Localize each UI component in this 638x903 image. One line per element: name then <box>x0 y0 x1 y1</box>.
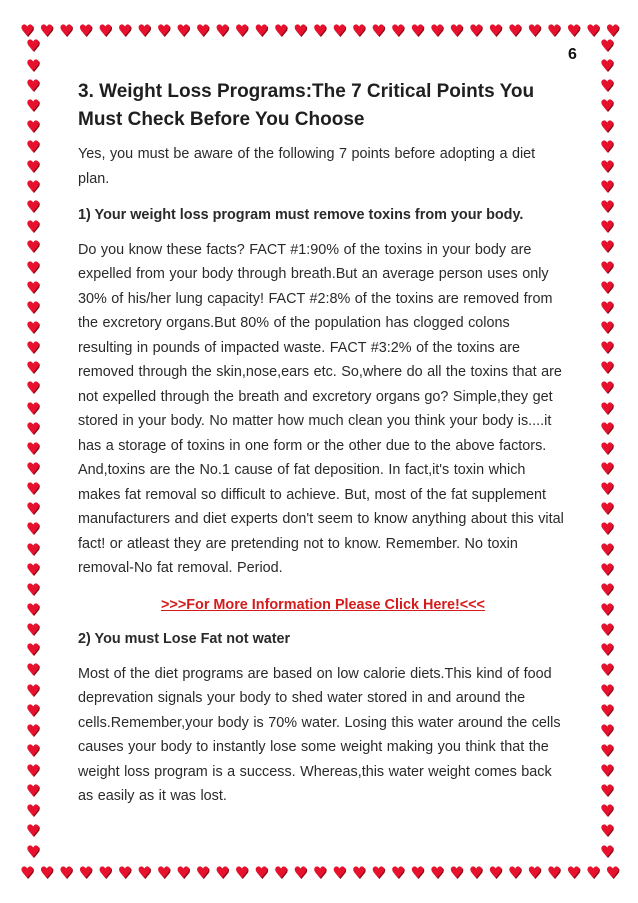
heart-border-top <box>20 20 620 42</box>
heart-icon: ♥ <box>234 21 250 40</box>
heart-icon: ♥ <box>25 660 41 680</box>
heart-icon: ♥ <box>25 479 41 499</box>
heart-icon: ♥ <box>599 197 615 217</box>
heart-icon: ♥ <box>156 863 171 882</box>
heart-icon: ♥ <box>599 781 615 801</box>
heart-icon: ♥ <box>599 217 615 237</box>
info-link-line <box>78 593 568 618</box>
heart-icon: ♥ <box>429 21 445 40</box>
heart-border-left <box>22 38 44 860</box>
heart-icon: ♥ <box>20 863 35 882</box>
heart-icon: ♥ <box>25 317 41 337</box>
heart-icon: ♥ <box>599 801 615 821</box>
heart-icon: ♥ <box>585 21 601 40</box>
heart-icon: ♥ <box>605 21 620 40</box>
heart-icon: ♥ <box>599 257 615 277</box>
heart-icon: ♥ <box>599 358 615 378</box>
heart-icon: ♥ <box>566 863 581 882</box>
heart-icon: ♥ <box>25 176 41 196</box>
heart-icon: ♥ <box>599 700 615 720</box>
heart-icon: ♥ <box>599 559 615 579</box>
heart-icon: ♥ <box>599 418 615 438</box>
heart-icon: ♥ <box>390 21 406 40</box>
heart-icon: ♥ <box>117 21 132 40</box>
heart-icon: ♥ <box>25 257 41 277</box>
heart-icon: ♥ <box>25 76 41 96</box>
heart-icon: ♥ <box>25 579 41 599</box>
heart-icon: ♥ <box>599 338 615 358</box>
heart-icon: ♥ <box>25 197 41 217</box>
heart-icon: ♥ <box>25 217 41 237</box>
heart-icon: ♥ <box>78 21 93 40</box>
heart-icon: ♥ <box>25 297 41 317</box>
heart-icon: ♥ <box>449 863 464 882</box>
heart-icon: ♥ <box>599 599 615 619</box>
heart-icon: ♥ <box>599 499 615 519</box>
heart-icon: ♥ <box>488 863 503 882</box>
heart-icon: ♥ <box>25 338 41 358</box>
page-number: 6 <box>568 46 577 63</box>
heart-icon: ♥ <box>25 96 41 116</box>
point-1-body: Do you know these facts? FACT #1:90% of the toxins in your body are expelled from your body through breath.But an average person uses only 30% of his/her lung capacity! FACT #2:8% of the toxins are removed from the excretory organs.But 80% of the population has clogged colons resulting in pounds of impacted waste. FACT #3:2% of the toxins are removed through the skin,nose,ears etc. So,where do all the toxins that are not expelled through the breath and excretory organs go? Simple,they get stored in your body. No matter how much clean you think your body is....it has a storage of toxins in one form or the other due to the above factors. And,toxins are the No.1 cause of fat deposition. In fact,it's toxin which makes fat removal so difficult to achieve. But, most of the fat supplement manufacturers and diet experts don't seem to know anything about this vital fact! or atleast they are pretending not to know. Remember. No toxin removal-No fat removal. Period. <box>78 241 564 576</box>
heart-icon: ♥ <box>25 36 41 55</box>
heart-icon: ♥ <box>527 863 542 882</box>
heart-icon: ♥ <box>39 863 54 882</box>
heart-icon: ♥ <box>599 36 615 55</box>
heart-icon: ♥ <box>78 863 93 882</box>
heart-icon: ♥ <box>599 539 615 559</box>
heart-icon: ♥ <box>332 21 347 40</box>
heart-icon: ♥ <box>599 317 615 337</box>
page-content <box>78 78 568 821</box>
heart-icon: ♥ <box>25 841 41 861</box>
heart-icon: ♥ <box>599 56 615 76</box>
heart-icon: ♥ <box>25 458 41 478</box>
point-1-heading: 1) Your weight loss program must remove toxins from your body. <box>78 207 524 223</box>
point-2-body: Most of the diet programs are based on low calorie diets.This kind of food deprevation signals your body to shed water stored in and around the cells.Remember,your body is 70% water. Losing this water around the cells causes your body to instantly lose some weight making you think that the weight loss program is a success. Whereas,this water weight comes back as easily as it was lost. <box>78 665 561 804</box>
heart-icon: ♥ <box>605 863 620 882</box>
heart-icon: ♥ <box>410 863 425 882</box>
heart-icon: ♥ <box>599 116 615 136</box>
heart-icon: ♥ <box>25 620 41 640</box>
heart-icon: ♥ <box>25 438 41 458</box>
heart-icon: ♥ <box>527 21 542 40</box>
heart-icon: ♥ <box>293 863 308 882</box>
heart-icon: ♥ <box>599 398 615 418</box>
heart-icon: ♥ <box>195 863 210 882</box>
heart-icon: ♥ <box>25 761 41 781</box>
heart-icon: ♥ <box>25 358 41 378</box>
heart-icon: ♥ <box>599 640 615 660</box>
heart-icon: ♥ <box>25 499 41 519</box>
heart-icon: ♥ <box>599 438 615 458</box>
heart-icon: ♥ <box>25 519 41 539</box>
heart-icon: ♥ <box>410 21 425 40</box>
heart-icon: ♥ <box>137 21 152 40</box>
heart-icon: ♥ <box>59 863 74 882</box>
heart-icon: ♥ <box>429 863 445 882</box>
heart-icon: ♥ <box>25 821 41 841</box>
heart-icon: ♥ <box>599 277 615 297</box>
heart-icon: ♥ <box>25 720 41 740</box>
heart-icon: ♥ <box>117 863 132 882</box>
heart-icon: ♥ <box>176 21 191 40</box>
heart-icon: ♥ <box>599 76 615 96</box>
heart-icon: ♥ <box>599 136 615 156</box>
heart-icon: ♥ <box>25 680 41 700</box>
heart-icon: ♥ <box>156 21 171 40</box>
heart-border-bottom <box>20 862 620 884</box>
heart-icon: ♥ <box>351 863 367 882</box>
heart-icon: ♥ <box>137 863 152 882</box>
heart-icon: ♥ <box>25 801 41 821</box>
intro-paragraph: Yes, you must be aware of the following 7 points before adopting a diet plan. <box>78 146 536 187</box>
heart-icon: ♥ <box>25 56 41 76</box>
heart-icon: ♥ <box>273 863 289 882</box>
heart-icon: ♥ <box>39 21 54 40</box>
heart-icon: ♥ <box>254 21 269 40</box>
heart-icon: ♥ <box>599 740 615 760</box>
heart-icon: ♥ <box>599 660 615 680</box>
heart-icon: ♥ <box>488 21 503 40</box>
heart-icon: ♥ <box>585 863 601 882</box>
heart-icon: ♥ <box>25 599 41 619</box>
heart-icon: ♥ <box>25 700 41 720</box>
page-title: 3. Weight Loss Programs:The 7 Critical Points You Must Check Before You Choose <box>78 81 535 130</box>
heart-icon: ♥ <box>566 21 581 40</box>
heart-icon: ♥ <box>25 781 41 801</box>
heart-icon: ♥ <box>312 21 328 40</box>
heart-icon: ♥ <box>599 176 615 196</box>
heart-icon: ♥ <box>25 378 41 398</box>
heart-icon: ♥ <box>176 863 191 882</box>
heart-icon: ♥ <box>599 761 615 781</box>
heart-icon: ♥ <box>546 21 562 40</box>
heart-icon: ♥ <box>20 21 35 40</box>
heart-icon: ♥ <box>468 863 484 882</box>
heart-icon: ♥ <box>371 21 386 40</box>
heart-icon: ♥ <box>98 863 113 882</box>
heart-icon: ♥ <box>390 863 406 882</box>
heart-icon: ♥ <box>599 378 615 398</box>
heart-icon: ♥ <box>273 21 289 40</box>
heart-icon: ♥ <box>599 479 615 499</box>
heart-icon: ♥ <box>599 237 615 257</box>
heart-icon: ♥ <box>351 21 367 40</box>
heart-icon: ♥ <box>332 863 347 882</box>
heart-icon: ♥ <box>25 237 41 257</box>
heart-icon: ♥ <box>599 579 615 599</box>
heart-icon: ♥ <box>546 863 562 882</box>
heart-icon: ♥ <box>254 863 269 882</box>
heart-icon: ♥ <box>599 519 615 539</box>
heart-icon: ♥ <box>599 720 615 740</box>
heart-icon: ♥ <box>25 539 41 559</box>
heart-icon: ♥ <box>599 821 615 841</box>
point-2-heading: 2) You must Lose Fat not water <box>78 631 291 647</box>
heart-icon: ♥ <box>599 297 615 317</box>
heart-icon: ♥ <box>371 863 386 882</box>
heart-icon: ♥ <box>449 21 464 40</box>
heart-icon: ♥ <box>98 21 113 40</box>
heart-icon: ♥ <box>25 559 41 579</box>
heart-icon: ♥ <box>599 458 615 478</box>
heart-icon: ♥ <box>599 680 615 700</box>
heart-icon: ♥ <box>599 620 615 640</box>
heart-icon: ♥ <box>234 863 250 882</box>
heart-icon: ♥ <box>25 156 41 176</box>
heart-icon: ♥ <box>25 740 41 760</box>
heart-icon: ♥ <box>599 156 615 176</box>
heart-icon: ♥ <box>599 96 615 116</box>
heart-icon: ♥ <box>25 640 41 660</box>
heart-icon: ♥ <box>25 418 41 438</box>
heart-icon: ♥ <box>599 841 615 861</box>
heart-icon: ♥ <box>312 863 328 882</box>
heart-icon: ♥ <box>468 21 484 40</box>
heart-icon: ♥ <box>59 21 74 40</box>
heart-icon: ♥ <box>195 21 210 40</box>
heart-icon: ♥ <box>293 21 308 40</box>
heart-icon: ♥ <box>25 136 41 156</box>
heart-icon: ♥ <box>507 21 523 40</box>
heart-icon: ♥ <box>25 398 41 418</box>
more-info-link[interactable]: >>>For More Information Please Click Here!<<< <box>161 596 485 613</box>
heart-icon: ♥ <box>25 116 41 136</box>
heart-icon: ♥ <box>215 21 230 40</box>
heart-icon: ♥ <box>25 277 41 297</box>
heart-border-right <box>596 38 618 860</box>
heart-icon: ♥ <box>215 863 230 882</box>
heart-icon: ♥ <box>507 863 523 882</box>
